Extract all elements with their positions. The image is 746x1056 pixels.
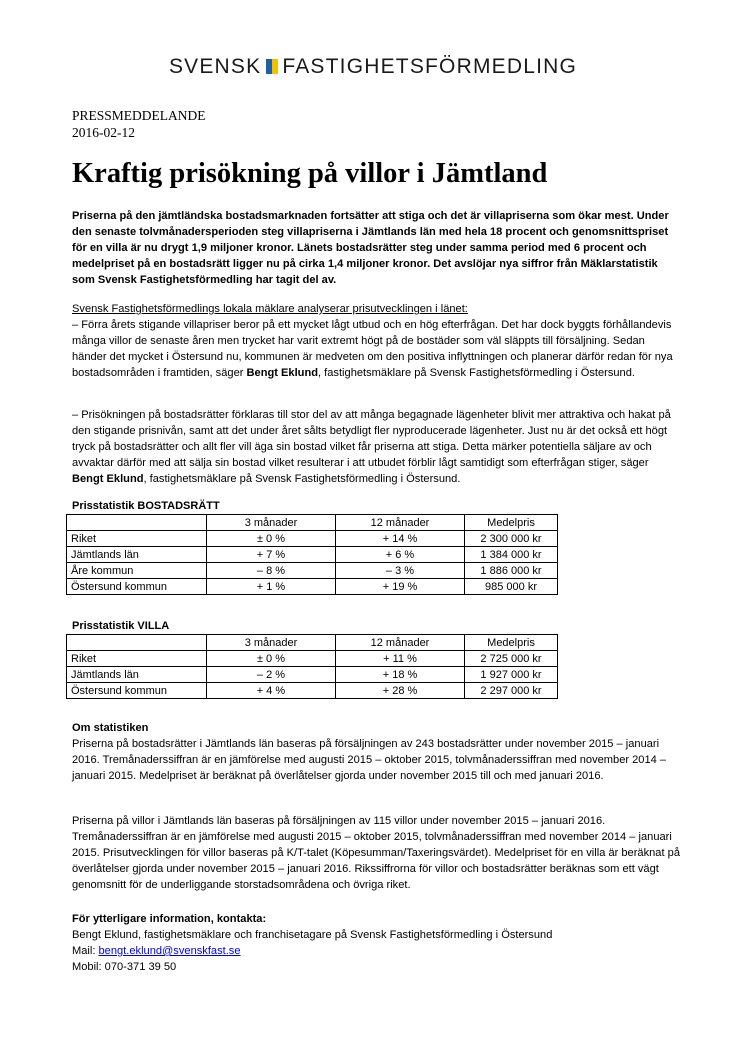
table-cell: – 8 % xyxy=(207,563,336,579)
table-header-row xyxy=(67,635,558,651)
table-header-cell: 12 månader xyxy=(336,515,465,531)
swedish-flag-icon xyxy=(265,56,278,71)
table-cell: Riket xyxy=(67,531,207,547)
mail-label: Mail: xyxy=(72,945,99,957)
table-cell: Jämtlands län xyxy=(67,667,207,683)
table-cell: + 11 % xyxy=(336,651,465,667)
table-cell: + 4 % xyxy=(207,683,336,699)
table-cell: + 7 % xyxy=(207,547,336,563)
mobile-number: Mobil: 070-371 39 50 xyxy=(72,961,177,973)
about-paragraph-1: Priserna på bostadsrätter i Jämtlands län baseras på försäljningen av 243 bostadsrätter under november 2015 – januari 2016. Tremånaderssiffran är en jämförelse med augusti 2015 – oktober 2015, tolvmånaderssiffran med november 2014 – januari 2015. Medelpriset är beräknat på överlåtelser gjorda under november 2015 till och med januari 2016. xyxy=(72,738,667,782)
company-logo xyxy=(0,55,746,79)
analysis-heading: Svensk Fastighetsförmedlings lokala mäklare analyserar prisutvecklingen i länet: xyxy=(72,303,468,315)
table-row xyxy=(67,547,558,563)
table-header-cell: 12 månader xyxy=(336,635,465,651)
table-row xyxy=(67,667,558,683)
table-header-cell xyxy=(67,515,207,531)
contact-person: Bengt Eklund, fastighetsmäklare och franchisetagare på Svensk Fastighetsförmedling i Östersund xyxy=(72,929,553,941)
press-date: 2016-02-12 xyxy=(72,125,135,140)
logo-right-word: FASTIGHETSFÖRMEDLING xyxy=(282,55,578,78)
table-cell: 2 297 000 kr xyxy=(465,683,558,699)
table-cell: – 3 % xyxy=(336,563,465,579)
about-statistics xyxy=(72,720,682,784)
table-bostadsratt xyxy=(66,514,558,595)
analysis-p1-tail: , fastighetsmäklare på Svensk Fastighetsförmedling i Östersund. xyxy=(318,367,635,379)
analysis-p1-name: Bengt Eklund xyxy=(246,367,319,379)
table-cell: + 19 % xyxy=(336,579,465,595)
table-cell: 985 000 kr xyxy=(465,579,558,595)
contact-block xyxy=(72,911,682,975)
about-heading: Om statistiken xyxy=(72,722,149,734)
analysis-paragraph-1 xyxy=(72,301,682,381)
analysis-p2-tail: , fastighetsmäklare på Svensk Fastighetsförmedling i Östersund. xyxy=(143,473,461,485)
table-cell: 2 725 000 kr xyxy=(465,651,558,667)
table-cell: 1 384 000 kr xyxy=(465,547,558,563)
table-cell: + 6 % xyxy=(336,547,465,563)
table-cell: 1 927 000 kr xyxy=(465,667,558,683)
table-cell: 2 300 000 kr xyxy=(465,531,558,547)
table-cell: + 18 % xyxy=(336,667,465,683)
table-row xyxy=(67,531,558,547)
table-cell: + 14 % xyxy=(336,531,465,547)
analysis-p1-text: – Förra årets stigande villapriser beror på ett mycket lågt utbud och en hög efterfrågan. Det har dock byggts förhållandevis många villor de senaste åren men trycket har varit extremt högt på de bostäder som väl släppts till försäljning. Sedan händer det mycket i Östersund nu, kommunen är medveten om den positiva inflyttningen och planerar därför redan för nya bostadsområden i framtiden, säger xyxy=(72,319,673,379)
lead-paragraph: Priserna på den jämtländska bostadsmarknaden fortsätter att stiga och det är villapriserna som ökar mest. Under den senaste tolvmånadersperioden steg villapriserna i Jämtlands län med hela 18 procent och genomsnittspriset för en villa är nu drygt 1,9 miljoner kronor. Länets bostadsrätter steg under samma period med 6 procent och medelpriset på en bostadsrätt ligger nu på cirka 1,4 miljoner kronor. Det avslöjar nya siffror från Mäklarstatistik som Svensk Fastighetsförmedling har tagit del av. xyxy=(72,210,669,286)
analysis-p2-name: Bengt Eklund xyxy=(72,473,144,485)
table-title-bostadsratt: Prisstatistik BOSTADSRÄTT xyxy=(72,500,220,512)
contact-heading: För ytterligare information, kontakta: xyxy=(72,913,267,925)
table-row xyxy=(67,651,558,667)
analysis-p2-text: – Prisökningen på bostadsrätter förklaras till stor del av att många begagnade lägenheter blivit mer attraktiva och hakat på den stigande prisnivån, samt att det under året sålts betydligt fler nyproducerade lägenheter. Just nu är det också ett högt tryck på bostadsrätter och allt fler vill äga sin bostad vilket får priserna att stiga. Detta märker potentiella säljare av och avvaktar därför med att sälja sin bostad vilket resulterar i att utbudet förblir lågt samtidigt som efterfrågan stiger, säger xyxy=(72,409,671,469)
table-row xyxy=(67,683,558,699)
table-header-row xyxy=(67,515,558,531)
mail-link[interactable]: bengt.eklund@svenskfast.se xyxy=(98,945,241,957)
about-paragraph-2: Priserna på villor i Jämtlands län baseras på försäljningen av 115 villor under november 2015 – januari 2016. Tremånaderssiffran är en jämförelse med augusti 2015 – oktober 2015, tolvmånaderssiffran med november 2014 – januari 2015. Prisutvecklingen för villor baseras på K/T-talet (Köpesumman/Taxeringsvärdet). Medelpriset för en villa är beräknat på överlåtelser gjorda under november 2015 – januari 2016. Rikssiffrorna för villor och bostadsrätter beräknas som ett vägt genomsnitt för de underliggande storstadsområdena och övriga riket. xyxy=(72,815,680,891)
table-cell: Jämtlands län xyxy=(67,547,207,563)
table-cell: Östersund kommun xyxy=(67,579,207,595)
analysis-paragraph-2 xyxy=(72,407,682,487)
table-cell: Åre kommun xyxy=(67,563,207,579)
press-meta xyxy=(72,107,206,141)
headline: Kraftig prisökning på villor i Jämtland xyxy=(72,158,548,189)
table-cell: Riket xyxy=(67,651,207,667)
table-row xyxy=(67,563,558,579)
table-header-cell: Medelpris xyxy=(465,635,558,651)
table-cell: + 1 % xyxy=(207,579,336,595)
table-cell: 1 886 000 kr xyxy=(465,563,558,579)
logo-left-word: SVENSK xyxy=(168,55,262,78)
table-header-cell: 3 månader xyxy=(207,635,336,651)
table-cell: ± 0 % xyxy=(207,651,336,667)
table-cell: + 28 % xyxy=(336,683,465,699)
table-header-cell xyxy=(67,635,207,651)
table-row xyxy=(67,579,558,595)
table-cell: ± 0 % xyxy=(207,531,336,547)
document-type: PRESSMEDDELANDE xyxy=(72,108,206,123)
table-cell: Östersund kommun xyxy=(67,683,207,699)
table-header-cell: Medelpris xyxy=(465,515,558,531)
table-title-villa: Prisstatistik VILLA xyxy=(72,620,170,632)
table-cell: – 2 % xyxy=(207,667,336,683)
table-villa xyxy=(66,634,558,699)
table-header-cell: 3 månader xyxy=(207,515,336,531)
